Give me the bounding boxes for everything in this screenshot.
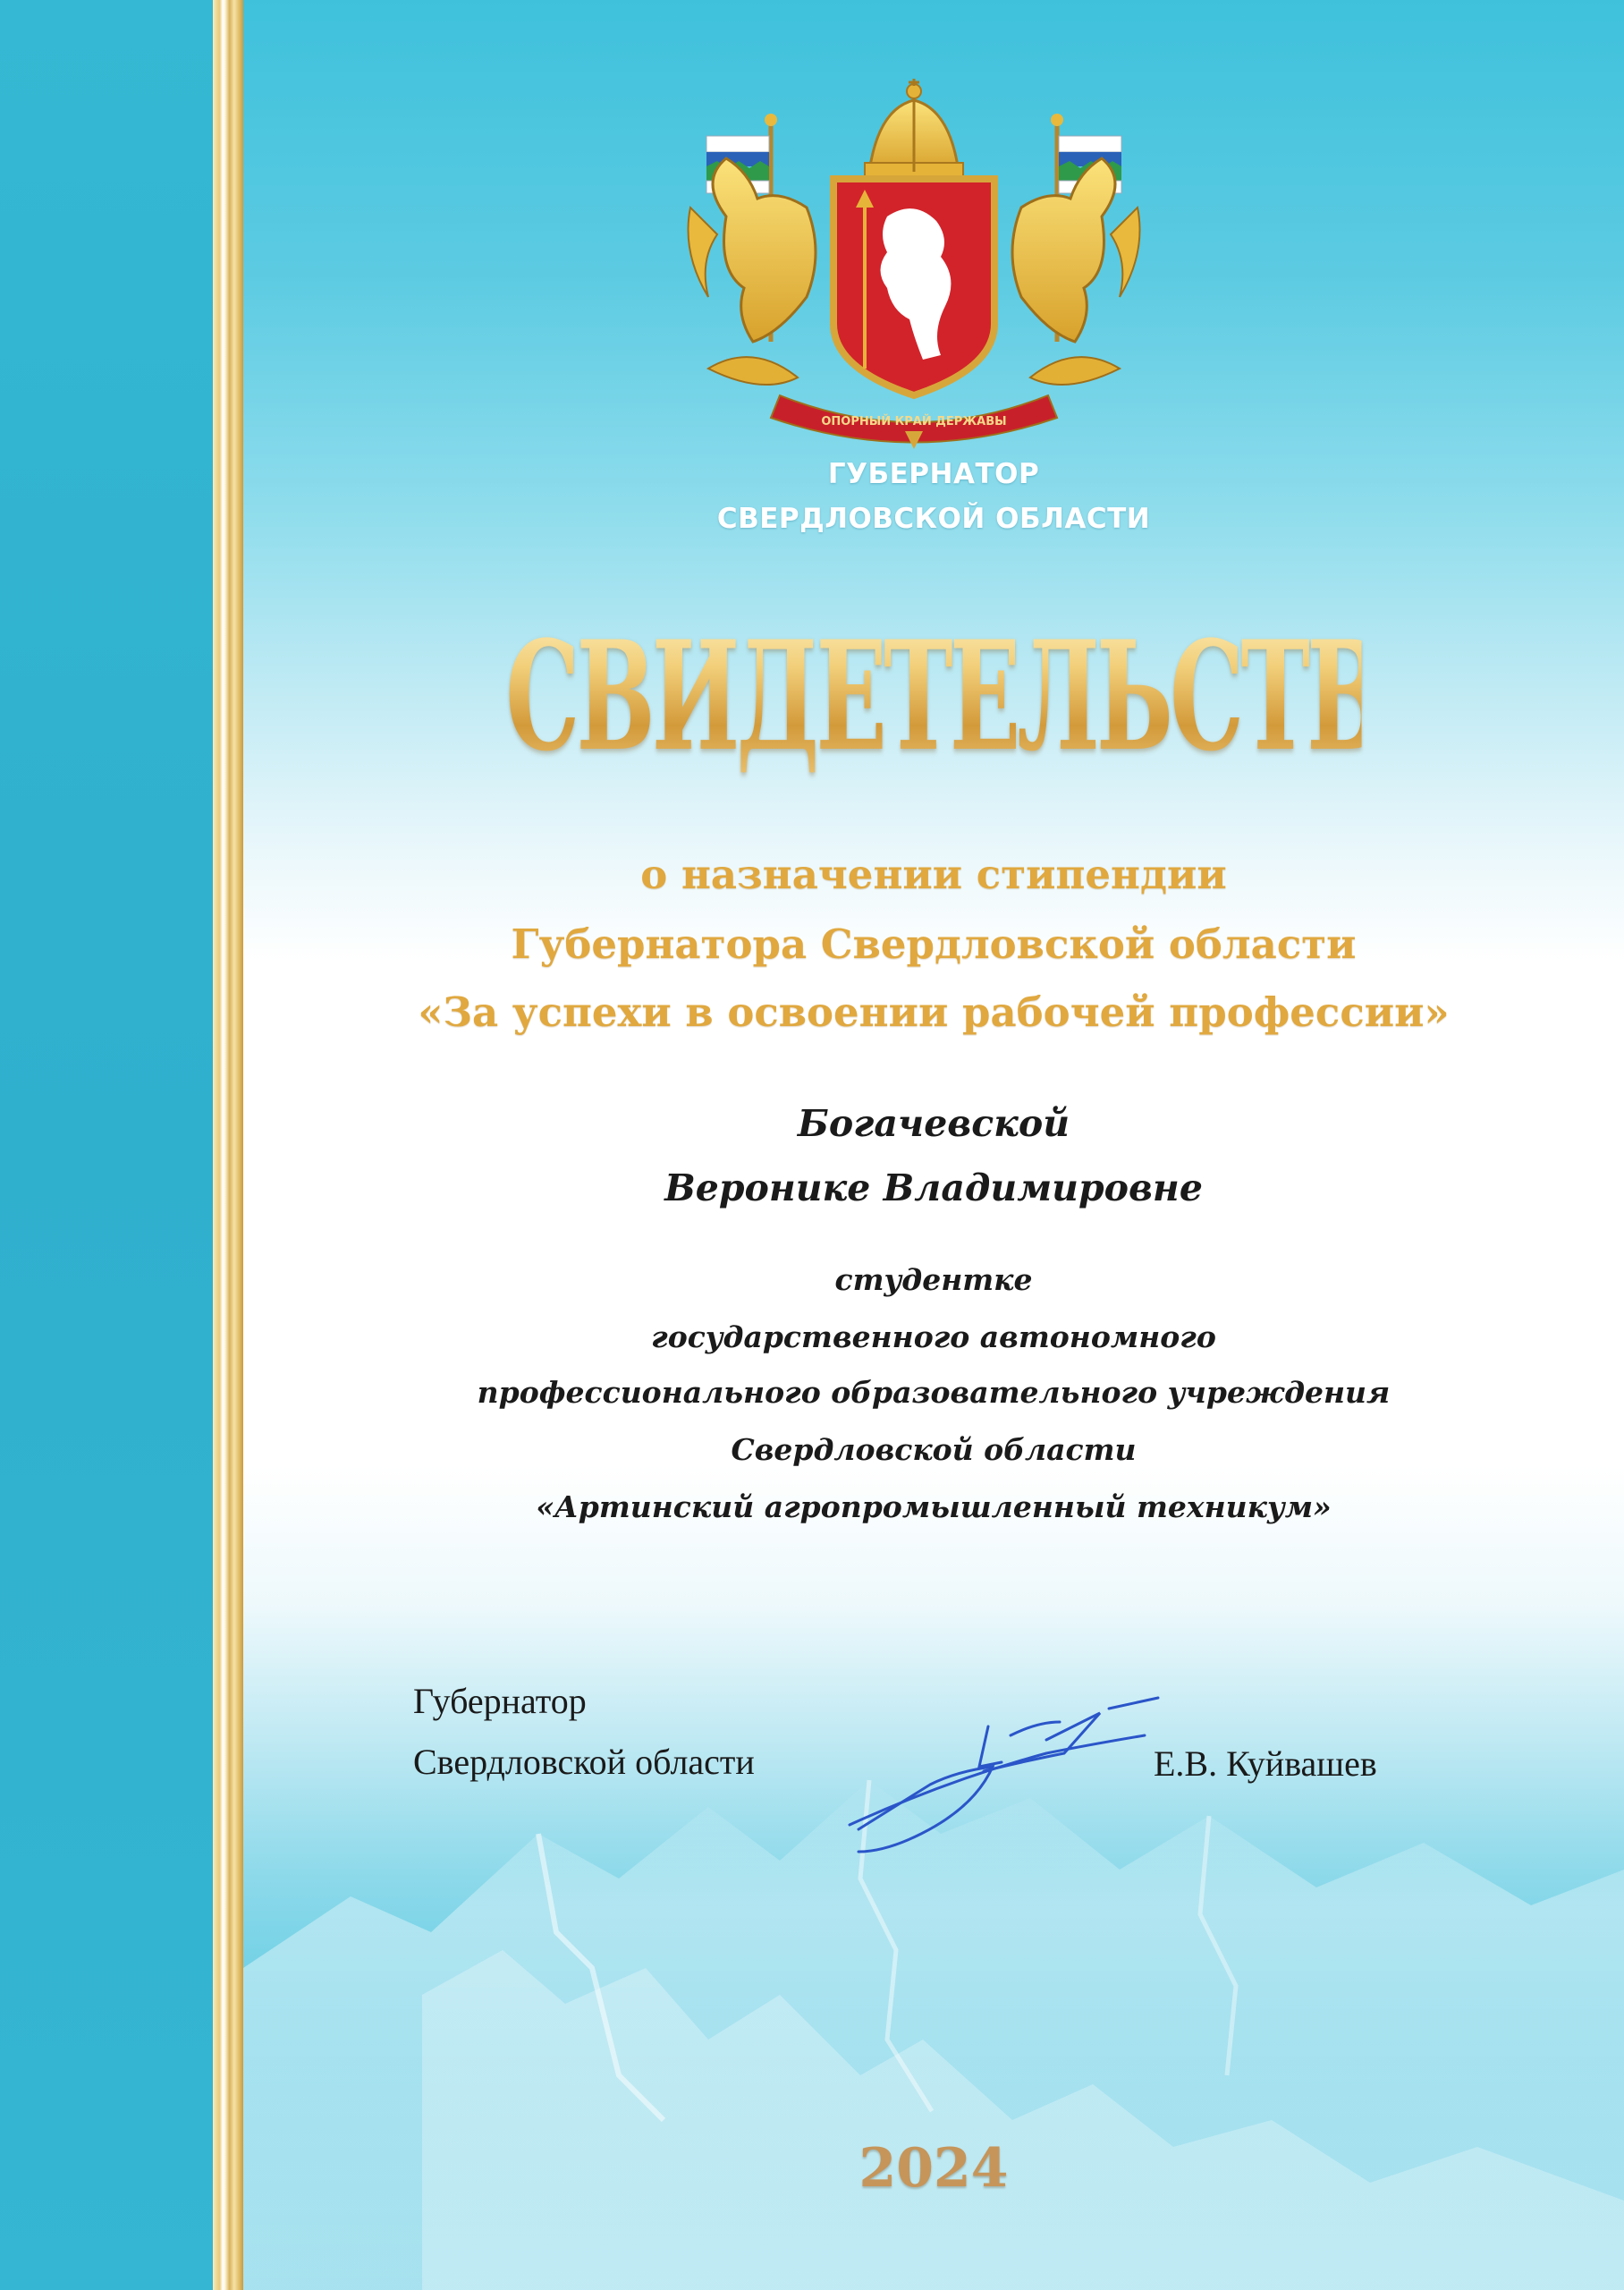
subtitle-line-2: Губернатора Свердловской области [511,920,1357,968]
certificate-year: 2024 [859,2137,1009,2200]
sverdlovsk-coat-of-arms-icon [672,73,1155,449]
gold-border-rule [213,0,243,2290]
description-line-5: «Артинский агропромышленный техникум» [536,1489,1332,1524]
issuer-line-2: СВЕРДЛОВСКОЙ ОБЛАСТИ [716,503,1151,535]
recipient-given-names: Веронике Владимировне [664,1166,1203,1209]
left-side-stripe [0,0,213,2290]
description-line-1: студентке [834,1262,1033,1297]
subtitle-line-3: «За успехи в освоении рабочей профессии» [418,988,1450,1036]
coat-of-arms-motto: ОПОРНЫЙ КРАЙ ДЕРЖАВЫ [821,415,1007,428]
signatory-position-line-1: Губернатор [413,1681,587,1721]
description-line-3: профессионального образовательного учреждения [477,1375,1391,1410]
certificate-title: СВИДЕТЕЛЬСТВО [505,598,1361,794]
description-line-4: Свердловской области [731,1432,1137,1467]
signatory-name: Е.В. Куйвашев [1154,1743,1377,1784]
subtitle-line-1: о назначении стипендии [640,851,1227,898]
handwritten-signature [823,1673,1180,1870]
signatory-position-line-2: Свердловской области [413,1742,755,1782]
issuer-line-1: ГУБЕРНАТОР [827,458,1040,490]
description-line-2: государственного автономного [651,1319,1216,1354]
recipient-surname: Богачевской [797,1102,1070,1145]
